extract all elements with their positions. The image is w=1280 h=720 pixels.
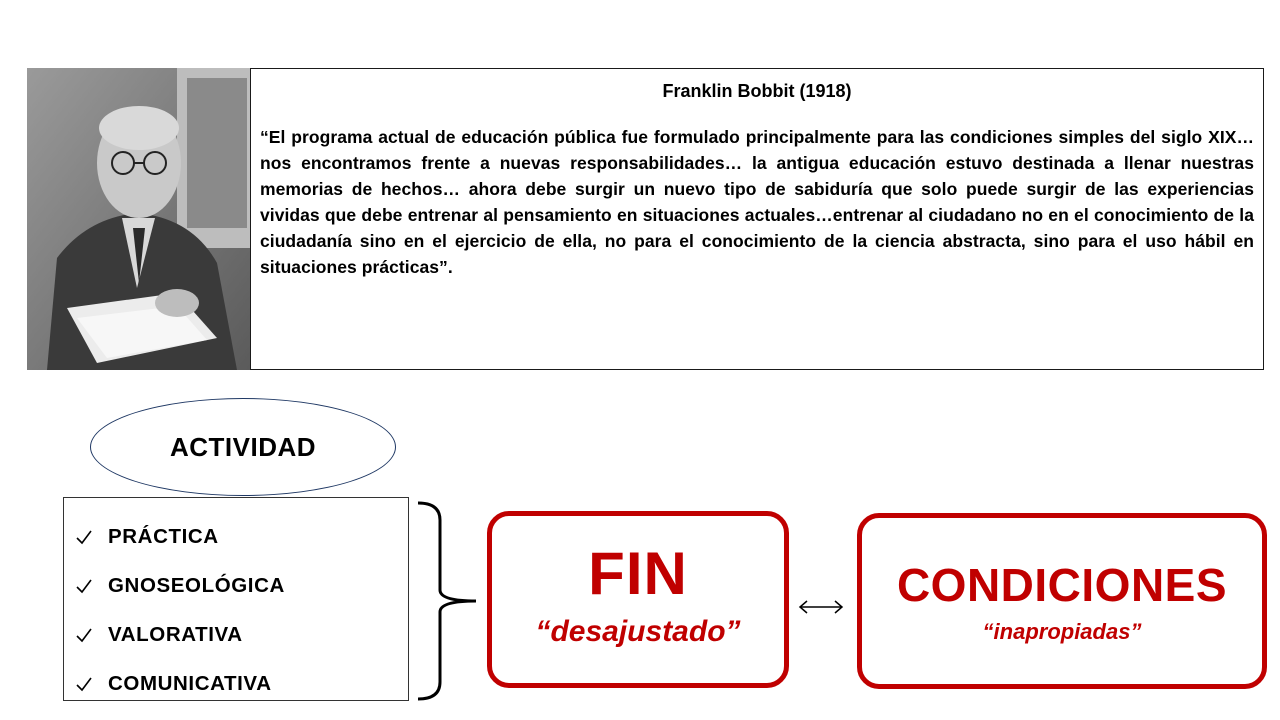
right-bracket-icon [418,500,480,702]
activity-list [63,497,409,701]
checkmark-icon [75,675,93,693]
list-item-label: VALORATIVA [108,622,243,646]
fin-subtitle: “desajustado” [535,615,741,648]
double-arrow-icon [797,596,845,618]
conditions-subtitle: “inapropiadas” [982,619,1142,644]
conditions-title: CONDICIONES [896,559,1228,611]
list-item [64,561,408,610]
portrait-photo [27,68,255,370]
list-item-label: COMUNICATIVA [108,671,272,695]
checkmark-icon [75,626,93,644]
fin-title: FIN [588,540,688,607]
quote-text: “El programa actual de educación pública fue formulado principalmente para las condiciones simples del siglo XIX… nos encontramos frente a nuevas responsabilidades… la antigua educación estuvo destinada a llenar nuestras memorias de hechos… ahora debe surgir un nuevo tipo de sabiduría que solo puede surgir de las experiencias vividas que debe entrenar al pensamiento en situaciones actuales…entrenar al ciudadano no en el conocimiento de la ciudadanía sino en el ejercicio de ella, no para el conocimiento de la ciencia abstracta, sino para el uso hábil en situaciones prácticas”. [260,127,1254,277]
conditions-box [857,513,1267,689]
quote-box [250,68,1264,370]
list-item-label: PRÁCTICA [108,524,219,548]
activity-label: ACTIVIDAD [169,431,317,462]
checkmark-icon [75,528,93,546]
list-item [64,512,408,561]
quote-heading: Franklin Bobbit (1918) [662,81,852,101]
list-item [64,659,408,708]
list-item [64,610,408,659]
activity-ellipse [90,398,396,496]
list-item-label: GNOSEOLÓGICA [108,573,285,597]
fin-box [487,511,789,688]
checkmark-icon [75,577,93,595]
